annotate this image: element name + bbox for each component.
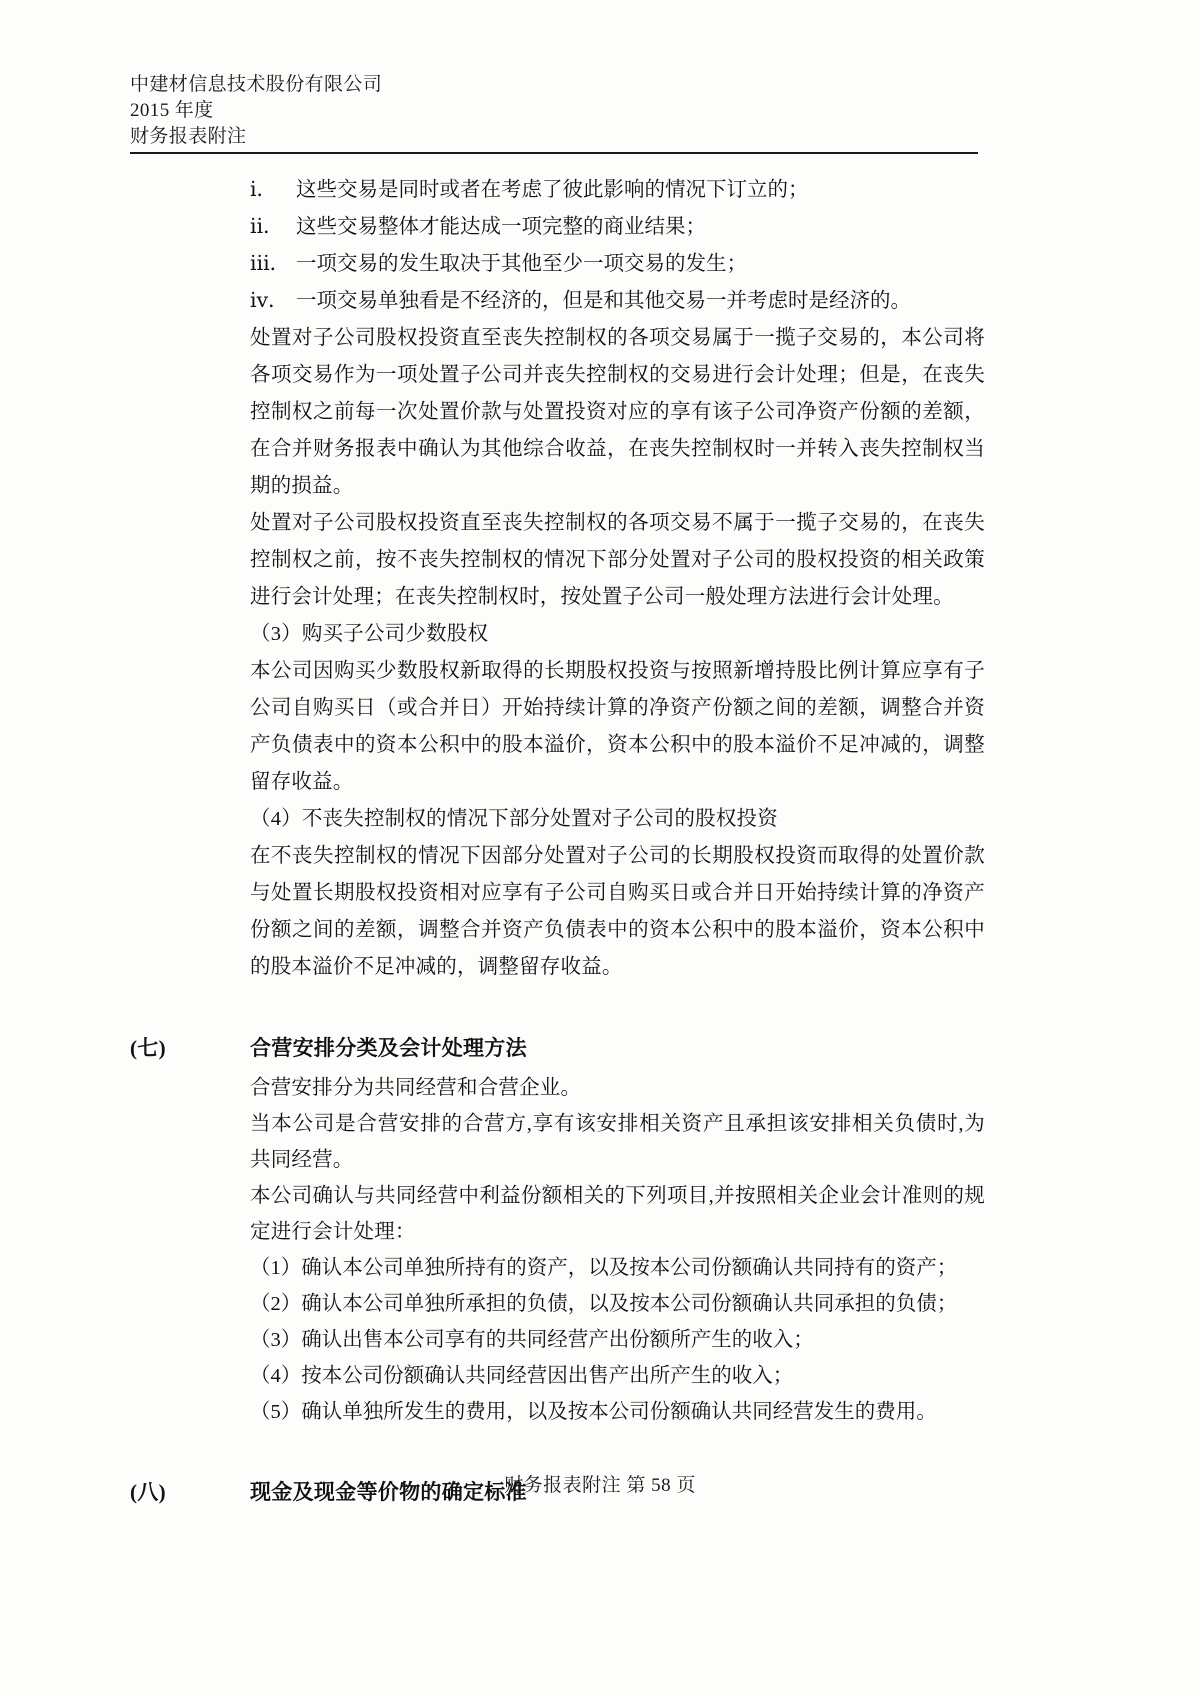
section-eight-number: (八): [130, 1480, 166, 1504]
paragraph-heading-3: （3）购买子公司少数股权: [250, 623, 489, 645]
list-item: （3）确认出售本公司享有的共同经营产出份额所产生的收入；: [250, 1329, 814, 1351]
roman-text: 这些交易是同时或者在考虑了彼此影响的情况下订立的；: [296, 179, 809, 201]
section-seven: [130, 1030, 985, 1430]
list-item: （2）确认本公司单独所承担的负债，以及按本公司份额确认共同承担的负债；: [250, 1293, 958, 1315]
body-paragraphs: [250, 320, 985, 986]
paragraph: 在不丧失控制权的情况下因部分处置对子公司的长期股权投资而取得的处置价款与处置长期股权投资相对应享有子公司自购买日或合并日开始持续计算的净资产份额之间的差额，调整合并资产负债表中的资本公积中的股本溢价，资本公积中的股本溢价不足冲减的，调整留存收益。: [250, 845, 985, 978]
paragraph: 处置对子公司股权投资直至丧失控制权的各项交易属于一揽子交易的，本公司将各项交易作为一项处置子公司并丧失控制权的交易进行会计处理；但是，在丧失控制权之前每一次处置价款与处置投资对应的享有该子公司净资产份额的差额，在合并财务报表中确认为其他综合收益，在丧失控制权时一并转入丧失控制权当期的损益。: [250, 327, 985, 497]
page-content: [130, 172, 985, 1510]
section-seven-title: 合营安排分类及会计处理方法: [250, 1036, 527, 1060]
page-footer: 财务报表附注 第 58 页: [504, 1475, 696, 1496]
section-seven-body: [250, 1070, 985, 1430]
paragraph: 本公司因购买少数股权新取得的长期股权投资与按照新增持股比例计算应享有子公司自购买日（或合并日）开始持续计算的净资产份额之间的差额，调整合并资产负债表中的资本公积中的股本溢价，资本公积中的股本溢价不足冲减的，调整留存收益。: [250, 660, 985, 793]
list-item: （1）确认本公司单独所持有的资产，以及按本公司份额确认共同持有的资产；: [250, 1257, 958, 1279]
paragraph: 本公司确认与共同经营中利益份额相关的下列项目,并按照相关企业会计准则的规定进行会计处理：: [250, 1185, 985, 1243]
roman-text: 一项交易的发生取决于其他至少一项交易的发生；: [296, 253, 747, 275]
section-eight-title: 现金及现金等价物的确定标准: [250, 1480, 527, 1504]
paragraph: 合营安排分为共同经营和合营企业。: [250, 1077, 582, 1099]
header-divider: [130, 152, 978, 154]
roman-label: ⅳ．: [250, 290, 289, 312]
header-year: 2015 年度: [130, 100, 214, 121]
paragraph: 当本公司是合营安排的合营方,享有该安排相关资产且承担该安排相关负债时,为共同经营。: [250, 1113, 985, 1171]
section-seven-number: (七): [130, 1036, 166, 1060]
list-item: （5）确认单独所发生的费用，以及按本公司份额确认共同经营发生的费用。: [250, 1401, 937, 1423]
roman-label: ⅰ．: [250, 179, 278, 201]
list-item: [250, 246, 985, 283]
list-item: [250, 283, 985, 320]
section-seven-heading: [130, 1030, 985, 1066]
list-item: （4）按本公司份额确认共同经营因出售产出所产生的收入；: [250, 1365, 794, 1387]
roman-list: [250, 172, 985, 320]
list-item: [250, 209, 985, 246]
paragraph: 处置对子公司股权投资直至丧失控制权的各项交易不属于一揽子交易的，在丧失控制权之前，按不丧失控制权的情况下部分处置对子公司的股权投资的相关政策进行会计处理；在丧失控制权时，按处置子公司一般处理方法进行会计处理。: [250, 512, 985, 608]
header-company: 中建材信息技术股份有限公司: [130, 74, 383, 95]
paragraph-heading-4: （4）不丧失控制权的情况下部分处置对子公司的股权投资: [250, 808, 778, 830]
roman-label: ⅱ．: [250, 216, 284, 238]
roman-label: ⅲ．: [250, 253, 291, 275]
header-doc-type: 财务报表附注: [130, 126, 247, 147]
page-header: [130, 72, 980, 150]
list-item: [250, 172, 985, 209]
roman-text: 一项交易单独看是不经济的，但是和其他交易一并考虑时是经济的。: [296, 290, 911, 312]
roman-text: 这些交易整体才能达成一项完整的商业结果；: [296, 216, 706, 238]
